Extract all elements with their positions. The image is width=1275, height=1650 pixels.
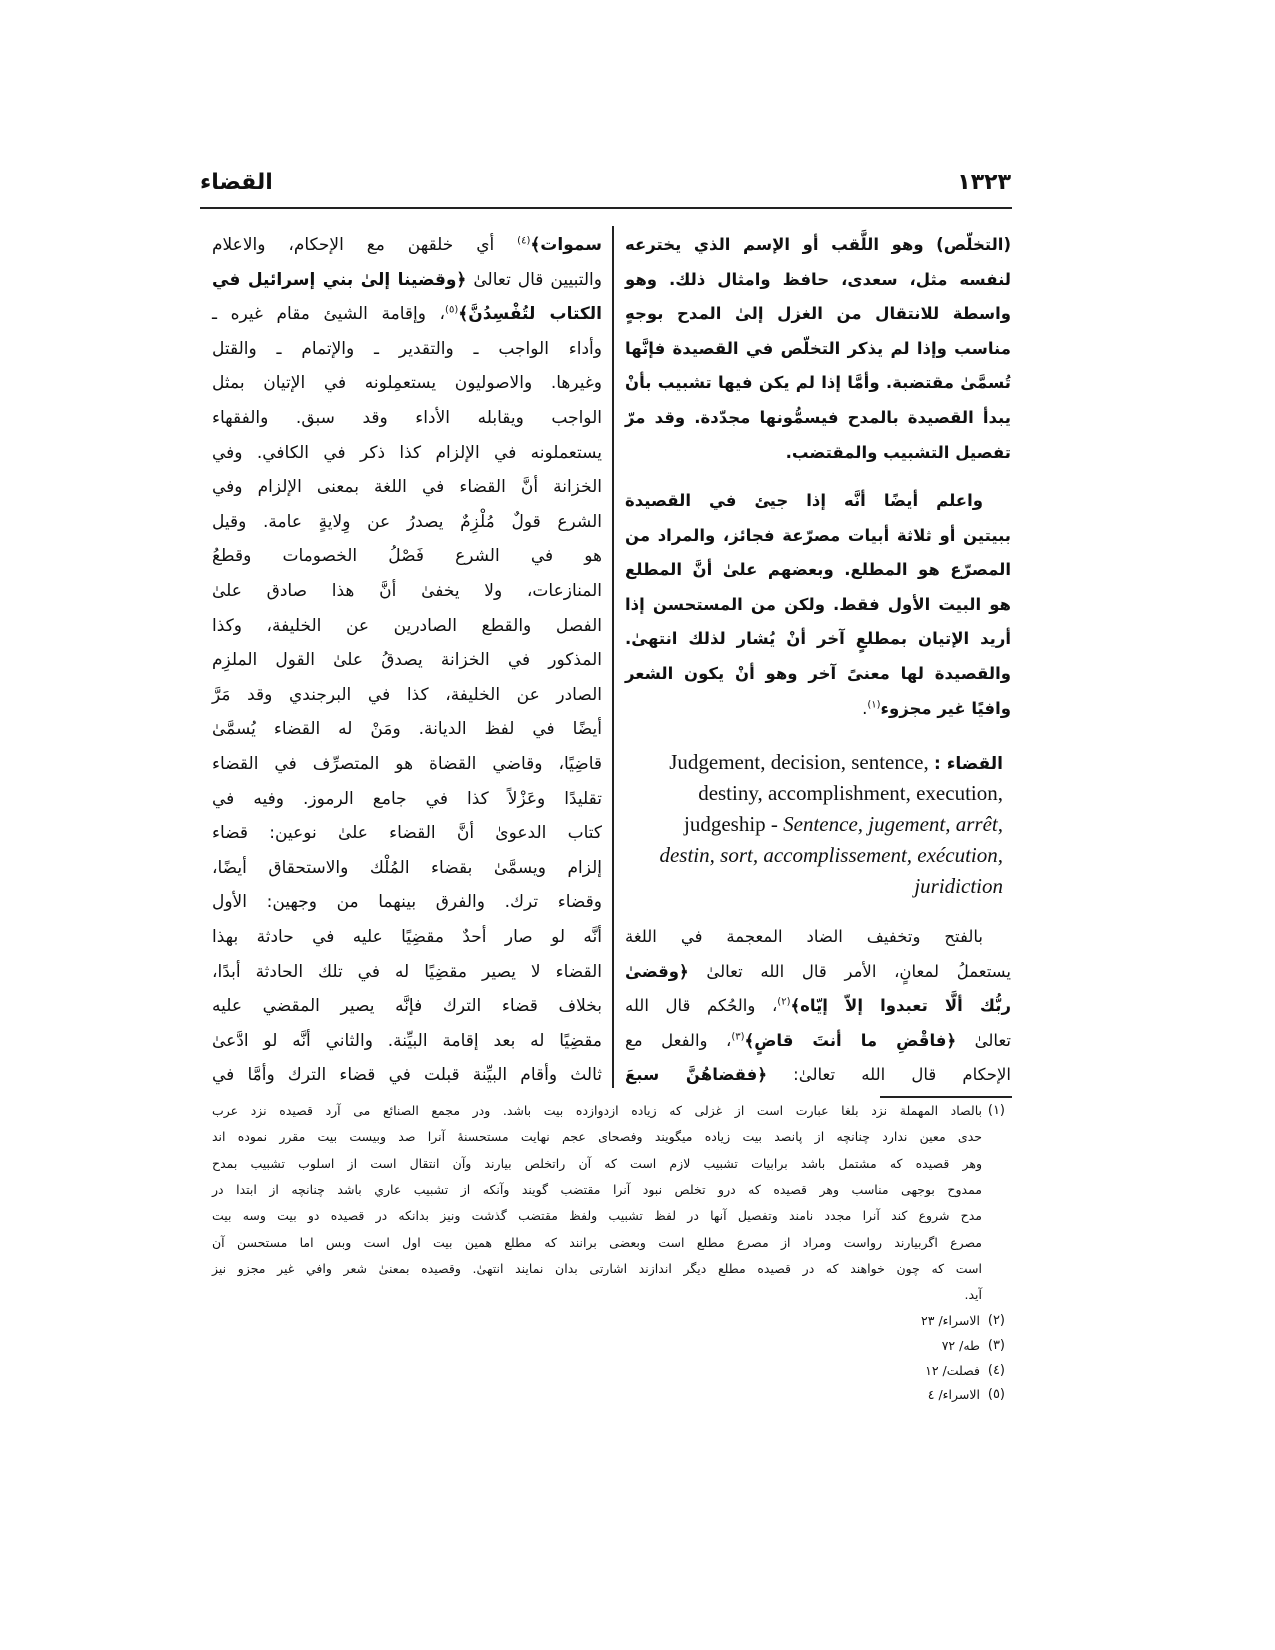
- text-segment: أريد الإتيان بمطلعٍ آخر أنْ يُشار لذلك انتهىٰ.: [625, 629, 1011, 649]
- text-segment: الفصل والقطع الصادرين عن الخليفة، وكذا: [212, 615, 602, 636]
- text-segment: judgeship -: [684, 812, 784, 836]
- text-line: [212, 366, 602, 400]
- text-line: [212, 332, 602, 366]
- text-line: [625, 920, 1011, 954]
- footnote-text: الاسراء/ ٢٣: [921, 1313, 980, 1329]
- text-line: [212, 436, 602, 470]
- text-line: [212, 470, 602, 504]
- text-line: [625, 401, 1011, 435]
- text-line: [212, 712, 602, 746]
- text-line: [212, 263, 602, 297]
- text-line: [625, 1058, 1011, 1092]
- text-line: [212, 678, 602, 712]
- text-line: [212, 539, 602, 573]
- footnote-marker: (٣): [987, 1338, 1005, 1353]
- text-segment: كتاب الدعوىٰ أنَّ القضاء علىٰ نوعين: قضاء: [212, 823, 602, 844]
- footnote-text: الاسراء/ ٤: [927, 1387, 980, 1403]
- text-line: [212, 782, 602, 816]
- text-segment: (التخلّص) وهو اللَّقب أو الإسم الذي يخترعه: [625, 235, 1011, 254]
- text-segment: الخزانة أنَّ القضاء في اللغة بمعنى الإلزام وفي: [212, 477, 602, 498]
- text-segment: الكتاب لتُفْسِدُنَّ﴾: [458, 304, 603, 325]
- text-line: [625, 989, 1011, 1023]
- text-segment: ببيتين أو ثلاثة أبيات مصرّعة فجائز، والمراد من: [625, 525, 1011, 545]
- text-segment: مناسب وإذا لم يذكر التخلّص في القصيدة فإنَّها: [625, 338, 1011, 358]
- text-segment: ﴿وقضىٰ: [625, 961, 689, 981]
- footnote-text-line: ممدوح بوجهى مناسب وهر قصيده كه درو تخلص نبود آنرا مقتضب گويند وآنكه از تشبيب عاري باشد چنانچه از ابتدا در: [212, 1181, 982, 1197]
- text-segment: قاضِيًا، وقاضي القضاة هو المتصرِّف في القضاء: [212, 754, 602, 774]
- text-segment: هو في الشرع فَصْلُ الخصومات وقطعُ: [212, 546, 602, 567]
- text-segment: ، والحُكم قال الله: [625, 996, 778, 1016]
- column-divider: [612, 226, 614, 1088]
- footnote-text: طه/ ٧٢: [941, 1338, 980, 1353]
- text-line: [625, 622, 1011, 656]
- footnote-marker: (٤): [987, 1362, 1005, 1378]
- text-segment: تعالىٰ: [956, 1030, 1011, 1050]
- text-segment: أنَّه لو صار أحدٌ مقضِيًا عليه في حادثة بهذا: [212, 927, 602, 947]
- footnote-marker: (٥): [987, 1387, 1005, 1403]
- text-segment: هو البيت الأول فقط. ولكن من المستحسن إذا: [625, 594, 1011, 614]
- page-number: ١٣٢٣: [957, 170, 1011, 195]
- text-segment: لنفسه مثل، سعدى، حافظ وامثال ذلك. وهو: [625, 269, 1011, 289]
- text-segment: تُسمَّىٰ مقتضبة. وأمَّا إذا لم يكن فيها تشبيب بأنْ: [625, 373, 1011, 393]
- text-line: [212, 505, 602, 539]
- text-line: [212, 955, 602, 989]
- text-line: [212, 1024, 602, 1058]
- text-line: [625, 228, 1011, 262]
- text-line: [625, 553, 1011, 587]
- text-segment: بالفتح وتخفيف الضاد المعجمة في اللغة: [625, 927, 983, 946]
- text-segment: أيضًا في لفظ الديانة. ومَنْ له القضاء يُسمَّىٰ: [212, 719, 602, 740]
- text-segment: المذكور في الخزانة يصدقُ علىٰ القول الملزِم: [212, 650, 602, 671]
- footnote-separator: [880, 1096, 1012, 1098]
- text-segment: وقضاء ترك. والفرق بينهما من وجهين: الأول: [212, 892, 602, 913]
- text-segment: تفصيل التشبيب والمقتضب.: [785, 442, 1011, 462]
- text-segment: ﴿وقضينا إلىٰ بني إسرائيل في: [212, 269, 467, 290]
- footnote-reference: (١): [867, 699, 881, 711]
- text-line: [212, 885, 602, 919]
- text-segment: يبدأ القصيدة بالمدح فيسمُّونها مجدّدة. وقد مرّ: [625, 408, 1011, 427]
- text-segment: destin, sort, accomplissement, exécution,: [659, 843, 1003, 867]
- text-line: [212, 228, 602, 262]
- text-line: [625, 484, 1011, 518]
- running-head-title: القضاء: [200, 170, 273, 195]
- text-segment: واعلم أيضًا أنَّه إذا جيئ في القصيدة: [625, 491, 983, 511]
- footnote-reference: (٤): [517, 235, 531, 247]
- text-line: [212, 816, 602, 850]
- text-line: [625, 692, 1011, 726]
- text-segment: destiny, accomplishment, execution,: [698, 781, 1003, 805]
- text-line: [625, 588, 1011, 622]
- text-segment: الواجب ويقابله الأداء وقد سبق. والفقهاء: [212, 408, 602, 428]
- footnote-text-line: حدى معين ندارد چنانچه از پانصد بيت زياده ميگويند وفصحاى عجم نهايت مستحسنهٔ آنرا صد وبيست بيت مقرر نموده اند: [212, 1129, 982, 1145]
- text-line: [625, 519, 1011, 553]
- text-segment: أي خلقهن مع الإحكام، والاعلام: [212, 235, 518, 255]
- text-segment: Judgement, decision, sentence,: [669, 750, 929, 774]
- footnote-reference: (٣): [731, 1031, 745, 1043]
- text-segment: والتبيين قال تعالىٰ: [466, 269, 602, 290]
- footnote-text-line: بالصاد المهملة نزد بلغا عبارت است از غزلى كه زياده ازدوازده بيت باشد. ودر مجمع الصنائع مى آرد قصيده نزد عرب: [212, 1103, 982, 1118]
- text-segment: واسطة للانتقال من الغزل إلىٰ المدح بوجهٍ: [625, 304, 1011, 324]
- text-line: [625, 332, 1011, 366]
- footnote-text-line: مدح شروع كند آنرا مجدد نامند وتفصيل آنها در لفظ تشبيب ولفظ مقتضب گذشت ونيز بدانكه در قصيده دو بيت وسه بيت: [212, 1208, 982, 1224]
- entry-translation-line: [625, 809, 1003, 840]
- text-segment: juridiction: [914, 874, 1003, 898]
- text-line: [625, 297, 1011, 331]
- text-segment: القضاء لا يصير مقضِيًا له في تلك الحادثة أبدًا،: [212, 961, 602, 982]
- text-line: [625, 263, 1011, 297]
- text-segment: يستعملُ لمعانٍ، الأمر قال الله تعالىٰ: [688, 961, 1011, 981]
- text-line: [212, 401, 602, 435]
- text-line: [625, 366, 1011, 400]
- text-segment: المنازعات، ولا يخفىٰ أنَّ هذا صادق علىٰ: [212, 581, 602, 601]
- footnote-text: فصلت/ ١٢: [925, 1362, 980, 1378]
- footnote-marker: (١): [987, 1103, 1005, 1118]
- text-line: [212, 747, 602, 781]
- text-segment: ثالث وأقام البيِّنة قبلت في قضاء الترك وأمَّا في: [212, 1065, 602, 1086]
- text-segment: ﴿فقضاهُنَّ سبعَ: [625, 1065, 767, 1085]
- text-line: [212, 989, 602, 1023]
- text-line: [212, 851, 602, 885]
- text-segment: ، والفعل مع: [625, 1030, 732, 1050]
- text-segment: سموات﴾: [530, 235, 602, 255]
- entry-headword: القضاء :: [934, 754, 1003, 774]
- entry-translation-line: [625, 871, 1003, 902]
- text-line: [212, 1058, 602, 1092]
- text-line: [625, 657, 1011, 691]
- footnote-reference: (٢): [777, 996, 791, 1008]
- text-segment: يستعملونه في الإلزام كذا ذكر في الكافي. وفي: [212, 442, 602, 463]
- text-segment: وافيًا غير مجزوء: [880, 698, 1011, 718]
- text-segment: الشرع قولٌ مُلْزِمٌ يصدرُ عن وِلايةٍ عامة. وقيل: [212, 511, 602, 532]
- footnote-text-line: وهر قصيده كه مشتمل باشد برابيات تشبيب لازم است كه آن راتخلص بيارند وآن انتقال است از اسلوب تشبيب بمدح: [212, 1155, 982, 1171]
- entry-translation-line: [625, 778, 1003, 809]
- header-rule: [200, 207, 1012, 209]
- text-segment: ، وإقامة الشيئ مقام غيره ـ: [212, 304, 446, 325]
- footnote-text-line: مصرع اگربيارند رواست ومراد از مصرع مطلع است وبعضى برانند كه مطلع همين بيت اول است وبس اما مستحسن آن: [212, 1234, 982, 1250]
- text-segment: Sentence, jugement, arrêt,: [783, 812, 1003, 836]
- text-segment: المصرّع هو المطلع. وبعضهم علىٰ أنَّ المطلع: [625, 560, 1011, 580]
- entry-translation-line: [625, 840, 1003, 871]
- text-line: [212, 609, 602, 643]
- footnote-text-line: است كه چون خواهند كه در قصيده مطلع ديگر اندازند اشارتى بدان نمايند انتهىٰ. وقصيده بمعنىٰ شعر وافي غير مجزو نيز: [212, 1260, 982, 1276]
- entry-headword-line: [625, 747, 1003, 778]
- text-line: [212, 574, 602, 608]
- text-segment: تقليدًا وعَزْلاً كذا في جامع الرموز. وفيه في: [212, 788, 602, 809]
- text-segment: ﴿فاقْضِ ما أنتَ قاضٍ﴾: [744, 1030, 957, 1050]
- text-line: [212, 643, 602, 677]
- text-segment: بخلاف قضاء الترك فإنَّه يصير المقضي عليه: [212, 996, 602, 1017]
- text-segment: الصادر عن الخليفة، كذا في البرجندي وقد مَرَّ: [212, 684, 602, 705]
- footnote-marker: (٢): [987, 1313, 1005, 1329]
- text-line: [625, 1024, 1011, 1058]
- text-segment: وأداء الواجب ـ والتقدير ـ والإتمام ـ والقتل: [212, 338, 602, 359]
- text-segment: مقضِيًا له بعد إقامة البيِّنة. والثاني أنَّه لو ادَّعىٰ: [212, 1030, 602, 1051]
- text-segment: الإحكام قال الله تعالىٰ:: [767, 1065, 1011, 1085]
- text-segment: .: [862, 698, 868, 718]
- text-segment: ربُّك ألَّا تعبدوا إلاّ إيّاه﴾: [790, 996, 1011, 1016]
- text-line: [212, 920, 602, 954]
- text-segment: وغيرها. والاصوليون يستعمِلونه في الإتيان بمثل: [212, 373, 602, 394]
- footnote-reference: (٥): [445, 304, 459, 316]
- text-line: [625, 436, 1011, 470]
- text-segment: والقصيدة لها معنىً آخر وهو أنْ يكون الشعر: [625, 664, 1011, 684]
- text-line: [625, 955, 1011, 989]
- text-segment: إلزام ويسمَّىٰ بقضاء المُلْك والاستحقاق أيضًا،: [212, 857, 602, 878]
- text-line: [212, 297, 602, 331]
- footnote-text-line: آيد.: [964, 1287, 982, 1303]
